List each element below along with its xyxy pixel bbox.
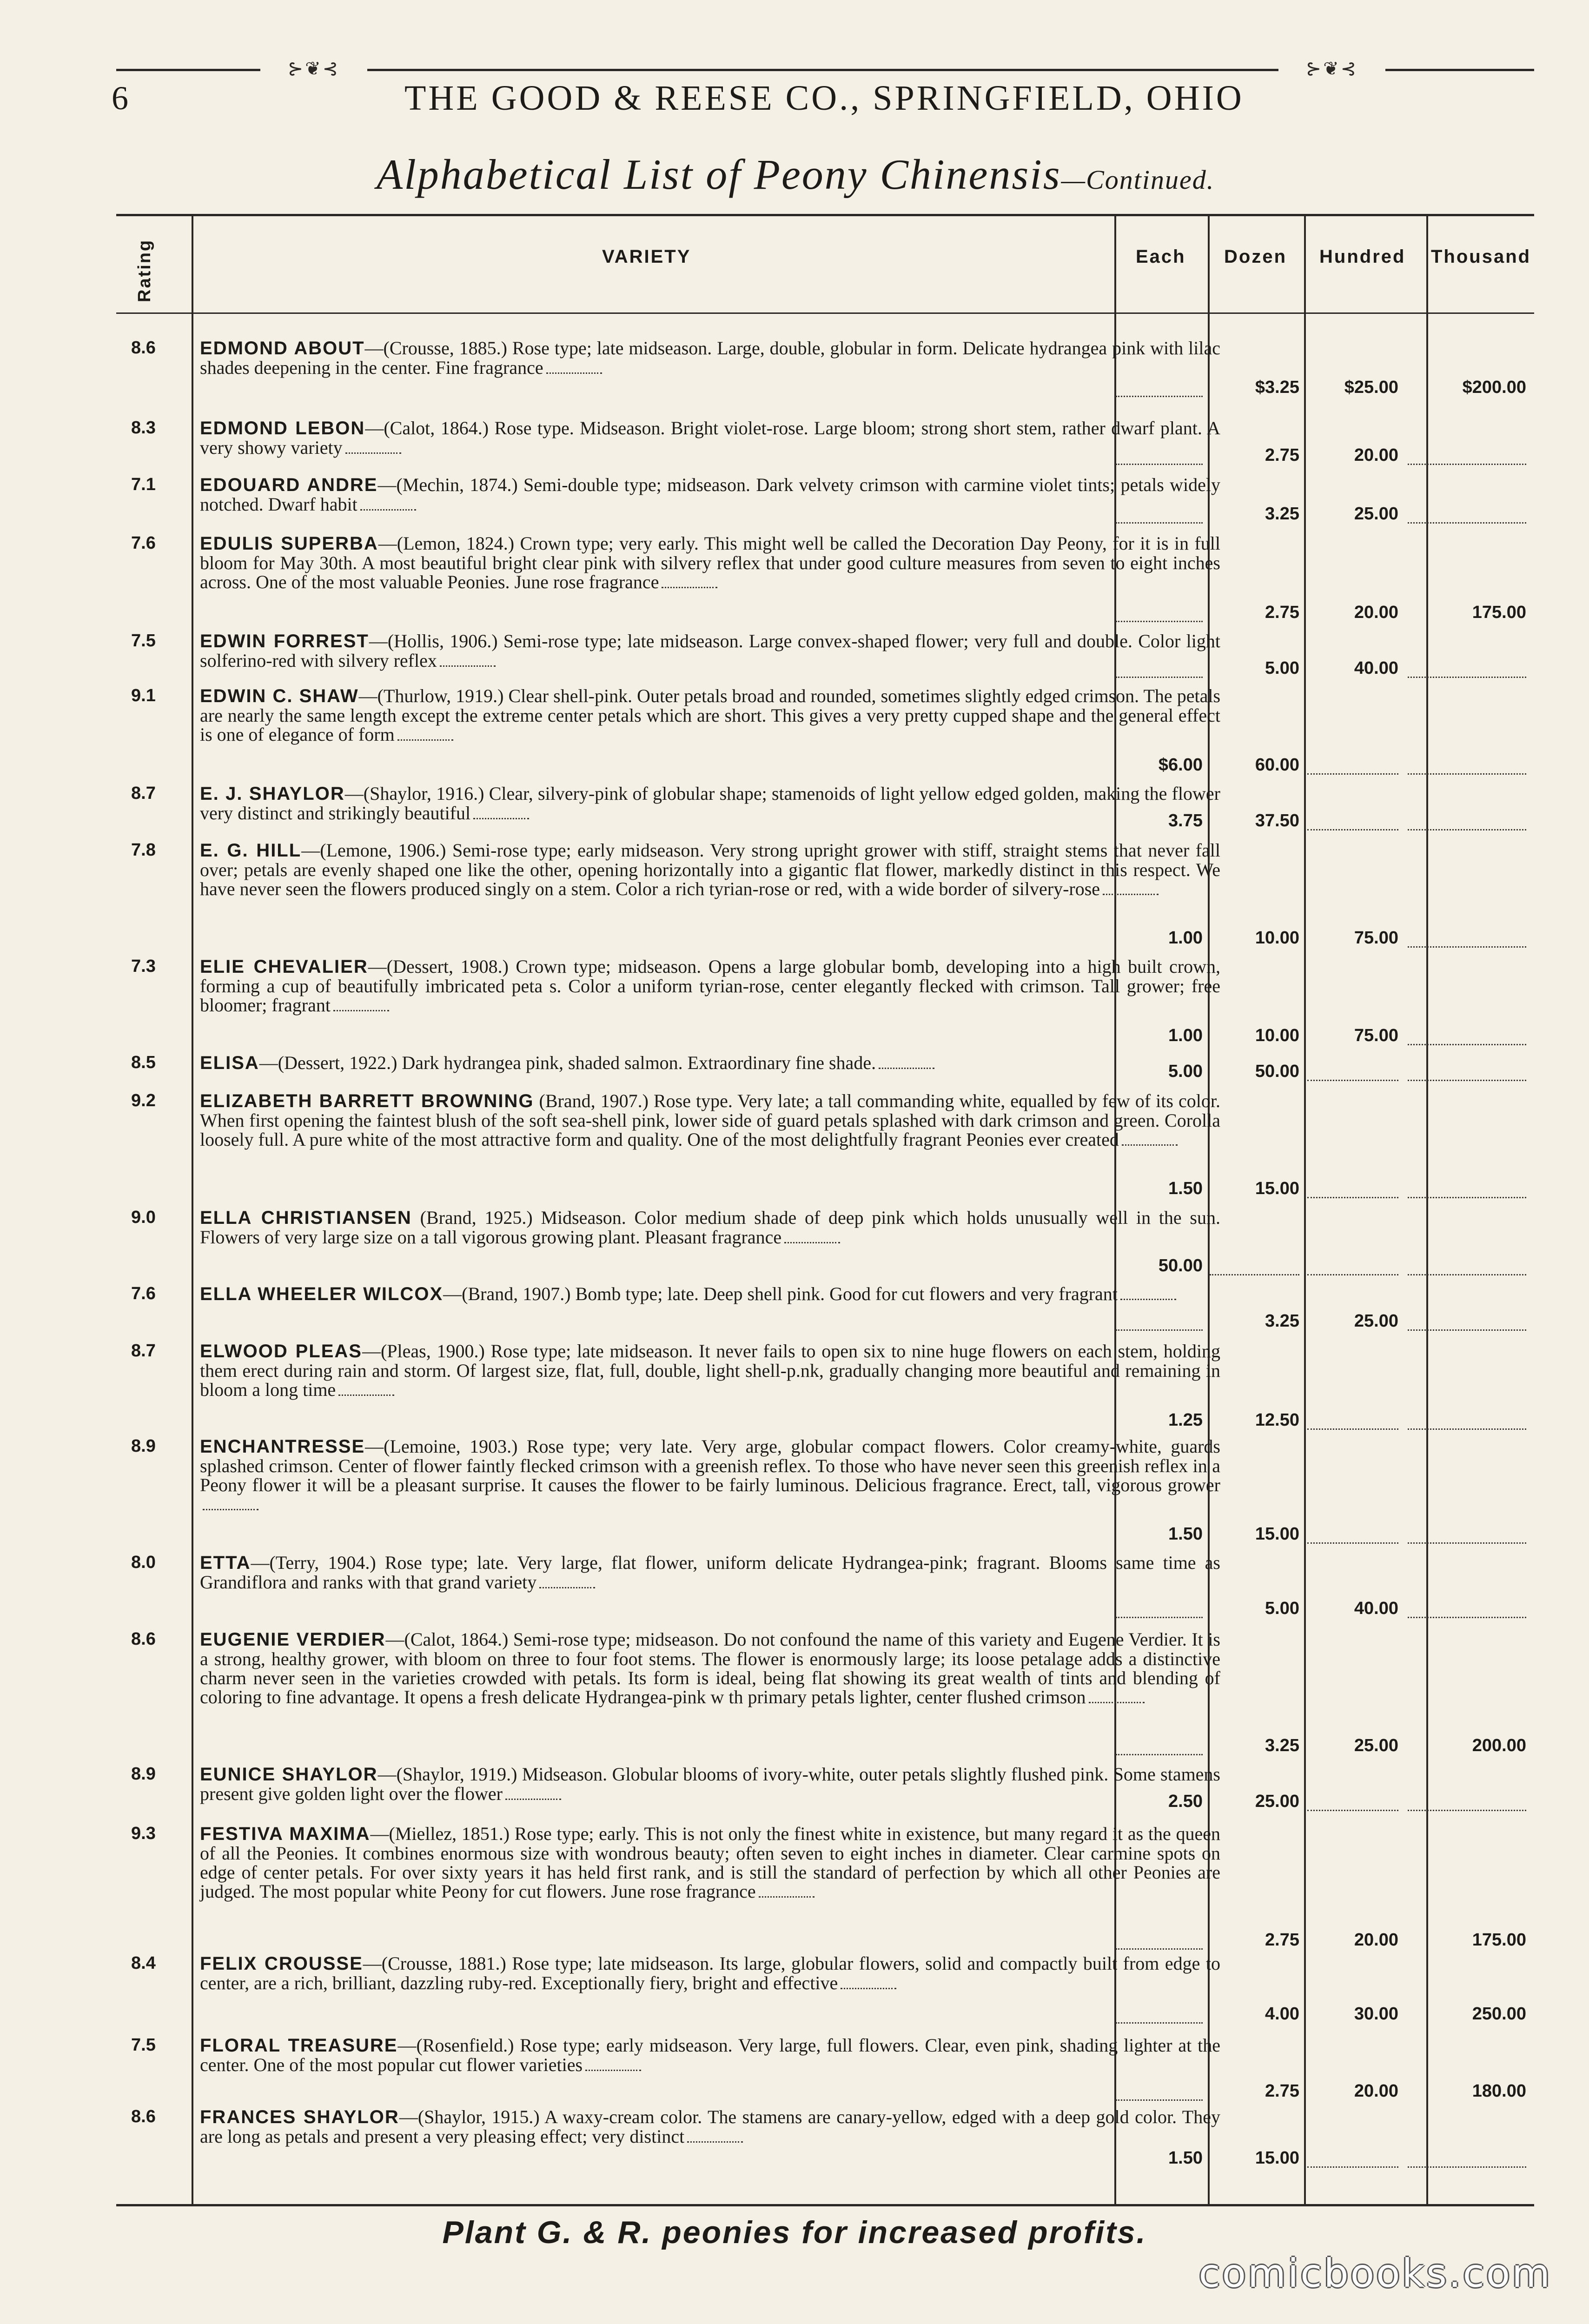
rating-value: 8.7 [131,784,156,803]
table-row [116,1053,1534,1081]
rating-value: 8.4 [131,1953,156,1973]
price-each: 1.50 [1168,1524,1203,1544]
price-dozen: 60.00 [1255,755,1299,775]
variety-name: ELISA [200,1053,259,1073]
price-each: 1.25 [1168,1410,1203,1430]
variety-text: —(Thurlow, 1919.) Clear shell-pink. Outer petals broad and rounded, sometimes slightly edged crimson. The petals are nearly the same length except the extreme center petals which are short. This gives a very pretty cupped shape and the general effect is one of elegance of form [200,685,1221,745]
rating-value: 7.6 [131,533,156,553]
rating-value: 7.5 [131,2035,156,2055]
variety-name: ELLA CHRISTIANSEN [200,1208,412,1228]
price-hundred: 30.00 [1354,2004,1398,2024]
variety-name: EDWIN FORREST [200,631,369,651]
page-number: 6 [112,80,128,117]
table-row [116,1630,1534,1755]
price-dozen: 2.75 [1265,2081,1299,2101]
dot-leader [1122,1140,1178,1146]
rating-value: 9.2 [131,1091,156,1110]
price-each [1116,1737,1203,1755]
variety-description [200,534,1220,591]
rating-value: 7.5 [131,631,156,651]
dot-leader [662,582,717,588]
table-row [116,841,1534,948]
price-thousand [1408,1600,1526,1618]
price-hundred: 40.00 [1354,658,1398,678]
table-top-rule [116,214,1534,216]
footer-slogan: Plant G. & R. peonies for increased profits. [442,2215,1147,2250]
variety-name: EUGENIE VERDIER [200,1629,386,1650]
price-each [1116,604,1203,622]
price-dozen: 2.75 [1265,603,1299,622]
price-dozen: 2.75 [1265,1930,1299,1950]
variety-text: —(Brand, 1907.) Bomb type; late. Deep shell pink. Good for cut flowers and very fragrant [443,1283,1118,1304]
variety-description [200,1553,1220,1592]
dot-leader [687,2137,743,2143]
variety-text: —(Terry, 1904.) Rose type; late. Very large, flat flower, uniform delicate Hydrangea-pink; fragrant. Blooms same time as Grandiflora and ranks with that grand variety [200,1552,1220,1593]
column-header-each: Each [1136,246,1186,267]
variety-text: —(Dessert, 1922.) Dark hydrangea pink, shaded salmon. Extraordinary fine shade. [259,1052,876,1073]
price-hundred [1307,2150,1398,2168]
variety-name: EDMOND ABOUT [200,338,365,359]
price-each: 3.75 [1168,811,1203,830]
price-each: 2.50 [1168,1792,1203,1811]
table-row [116,1824,1534,1950]
dot-leader [546,368,602,374]
dot-leader [203,1504,258,1510]
price-hundred: 25.00 [1354,504,1398,524]
variety-name: ENCHANTRESSE [200,1436,365,1457]
table-row [116,1553,1534,1618]
section-title [377,150,1214,199]
price-dozen: 10.00 [1255,928,1299,948]
price-thousand [1408,1027,1526,1045]
section-title-main: Alphabetical List of Peony Chinensis [377,151,1061,198]
variety-text: —(Crousse, 1881.) Rose type; late midseason. Its large, globular flowers, solid and compactly built from edge to center, are a rich, brilliant, dazzling ruby-red. Exceptionally fiery, bright and effective [200,1953,1221,1993]
price-hundred: 20.00 [1354,445,1398,465]
price-each: 1.00 [1168,928,1203,948]
variety-text: —(Calot, 1864.) Semi-rose type; midseason. Do not confound the name of this variety and Eugene Verdier. It is a strong, healthy grower, with bloom on three to four foot stems. The flower is enormously large; its loose petalage adds a distinctive charm never seen in the varieties crowded with petals. Its form is ideal, being flat showing its great wealth of tints and blending of coloring to fine advantage. It opens a fresh delicate Hydrangea-pink w th primary petals lighter, center flushed crimson [200,1629,1220,1707]
table-row [116,686,1534,775]
dot-leader [539,1582,595,1588]
dot-leader [784,1237,840,1243]
dot-leader [585,2065,641,2071]
variety-text: —(Pleas, 1900.) Rose type; late midseason. It never fails to open six to nine huge flowers on each stem, holding them erect during rain and storm. Of largest size, flat, full, double, light shell-p.nk, gradually changing more beautiful and remaining in bloom a long time [200,1341,1220,1400]
price-dozen: 5.00 [1265,1599,1299,1618]
dot-leader [1103,889,1159,895]
variety-text: —(Miellez, 1851.) Rose type; early. This is not only the finest white in existence, but many regard it as the queen of all the Peonies. It combines enormous size with wondrous beauty; often seven to eight inches in diameter. Clear carmine spots on edge of center petals. For over sixty years it has held first rank, and is still the standard of perfection by which all other Peonies are judged. The most popular white Peony for cut flowers. June rose fragrance [200,1823,1220,1902]
rating-value: 8.9 [131,1764,156,1784]
dot-leader [759,1892,814,1898]
price-each [1116,1600,1203,1618]
price-thousand [1408,2150,1526,2168]
dot-leader [473,813,529,819]
variety-text: (Brand, 1925.) Midseason. Color medium shade of deep pink which holds unusually well in the sun. Flowers of very large size on a tall vigorous growing plant. Pleasant fragrance [200,1207,1220,1248]
price-hundred [1307,1526,1398,1544]
table-row [116,1954,1534,2024]
variety-name: FELIX CROUSSE [200,1953,363,1974]
variety-description [200,1630,1220,1706]
dot-leader [440,661,496,667]
variety-text: (Brand, 1907.) Rose type. Very late; a tall commanding white, equalled by few of its color. When first opening the faintest blush of the soft sea-shell pink, lower side of guard petals splashed with dark crimson and green. Corolla loosely full. A pure white of the most attractive form and quality. One of the most delightfully fragrant Peonies ever created [200,1090,1220,1150]
variety-description [200,2036,1220,2074]
price-each [1116,447,1203,465]
ornament-left: ⊱❦⊰ [260,60,367,78]
table-row [116,1765,1534,1811]
dot-leader [360,505,416,511]
variety-name: FESTIVA MAXIMA [200,1824,371,1844]
variety-name: ELWOOD PLEAS [200,1341,362,1361]
price-hundred: $25.00 [1344,378,1398,397]
variety-description [200,1765,1220,1803]
table-row [116,957,1534,1045]
price-dozen: 37.50 [1255,811,1299,830]
price-hundred: 40.00 [1354,1599,1398,1618]
rating-value: 8.6 [131,2107,156,2126]
table-row [116,2036,1534,2101]
price-thousand: 180.00 [1472,2081,1526,2101]
variety-text: —(Hollis, 1906.) Semi-rose type; late midseason. Large convex-shaped flower; very full and double. Color light solferino-red with silvery reflex [200,631,1220,671]
column-header-thousand: Thousand [1431,246,1531,267]
variety-name: E. G. HILL [200,840,302,861]
variety-text: —(Lemoine, 1903.) Rose type; very late. Very arge, globular compact flowers. Color creamy-white, guards splashed crimson. Center of flower faintly flecked crimson with a greenish reflex. To those who have never seen this greenish reflex in a Peony flower it will be a pleasant surprise. It causes the flower to be fairly luminous. Delicious fragrance. Erect, tall, vigorous grower [200,1436,1220,1495]
price-hundred [1307,1257,1398,1275]
variety-text: —(Calot, 1864.) Rose type. Midseason. Bright violet-rose. Large bloom; strong short stem, rather dwarf plant. A very showy variety [200,418,1220,458]
price-hundred: 25.00 [1354,1736,1398,1755]
variety-name: ELIE CHEVALIER [200,956,368,977]
price-thousand [1408,1526,1526,1544]
price-each: 1.00 [1168,1026,1203,1045]
table-bottom-rule [116,2204,1534,2206]
price-hundred [1307,812,1398,830]
price-each: 50.00 [1158,1256,1203,1275]
variety-name: FRANCES SHAYLOR [200,2107,399,2127]
price-dozen: 15.00 [1255,1524,1299,1544]
section-title-suffix: —Continued. [1061,165,1215,195]
variety-name: EUNICE SHAYLOR [200,1764,378,1785]
price-each [1116,379,1203,397]
price-thousand [1408,505,1526,524]
variety-description [200,631,1220,670]
price-hundred [1307,1793,1398,1811]
price-hundred [1307,1412,1398,1430]
price-hundred [1307,757,1398,775]
dot-leader [333,1005,389,1011]
variety-description [200,339,1220,377]
price-thousand [1408,447,1526,465]
price-dozen: 25.00 [1255,1792,1299,1811]
price-hundred: 75.00 [1354,1026,1398,1045]
price-hundred: 20.00 [1354,1930,1398,1950]
variety-description [200,1208,1220,1247]
rating-value: 7.8 [131,840,156,860]
table-row [116,631,1534,678]
table-row [116,418,1534,465]
rating-value: 8.6 [131,338,156,358]
variety-description [200,784,1220,823]
variety-name: ELIZABETH BARRETT BROWNING [200,1091,534,1111]
table-row [116,1437,1534,1544]
price-thousand: $200.00 [1462,378,1526,397]
variety-text: —(Rosenfield.) Rose type; early midseason. Very large, full flowers. Clear, even pink, shading lighter at the center. One of the most popular cut flower varieties [200,2035,1220,2075]
price-hundred: 25.00 [1354,1311,1398,1331]
dot-leader [879,1063,934,1069]
table-row [116,2107,1534,2168]
price-dozen: 3.25 [1265,1736,1299,1755]
price-each: 1.50 [1168,1179,1203,1198]
price-dozen: 50.00 [1255,1062,1299,1081]
price-dozen [1210,1257,1299,1275]
price-each [1116,2083,1203,2101]
variety-description [200,475,1220,514]
ornament-right: ⊱❦⊰ [1278,60,1385,78]
variety-text: —(Lemone, 1906.) Semi-rose type; early midseason. Very strong upright grower with stiff, straight stems that never fall over; petals are evenly shaped one like the other, opening horizontally into a gigantic flat flower, markedly distinct in this respect. We have never seen the flowers produced singly on a stem. Color a rich tyrian-rose or red, with a wide border of silvery-rose [200,840,1220,899]
price-dozen: 2.75 [1265,445,1299,465]
table-header-rule [116,312,1534,314]
price-hundred: 20.00 [1354,603,1398,622]
variety-name: EDULIS SUPERBA [200,533,378,554]
price-hundred: 20.00 [1354,2081,1398,2101]
price-thousand: 175.00 [1472,603,1526,622]
price-thousand [1408,1412,1526,1430]
price-each: $6.00 [1158,755,1203,775]
price-dozen: 3.25 [1265,1311,1299,1331]
variety-description [200,1437,1220,1514]
rating-value: 7.3 [131,956,156,976]
price-each [1116,1313,1203,1331]
price-dozen: 15.00 [1255,2148,1299,2168]
column-header-rating: Rating [135,239,154,302]
variety-text: —(Shaylor, 1919.) Midseason. Globular blooms of ivory-white, outer petals slightly flushed pink. Some stamens present give golden light over the flower [200,1764,1221,1804]
table-row [116,339,1534,397]
rating-value: 9.0 [131,1208,156,1227]
variety-description [200,418,1220,457]
dot-leader [1089,1697,1145,1703]
price-hundred [1307,1063,1398,1081]
dot-leader [1120,1294,1176,1300]
price-each [1116,505,1203,524]
price-dozen: 5.00 [1265,658,1299,678]
table-row [116,1341,1534,1430]
rating-value: 8.3 [131,418,156,438]
table-row [116,1091,1534,1198]
price-dozen: 4.00 [1265,2004,1299,2024]
variety-text: —(Shaylor, 1916.) Clear, silvery-pink of globular shape; stamenoids of light yellow edged golden, making the flower very distinct and strikingly beautiful [200,783,1220,823]
column-header-hundred: Hundred [1319,246,1406,267]
table-row [116,534,1534,622]
table-row [116,475,1534,524]
variety-name: EDMOND LEBON [200,418,365,438]
rating-value: 7.1 [131,475,156,494]
price-thousand [1408,1063,1526,1081]
dot-leader [841,1983,896,1989]
rating-value: 8.0 [131,1553,156,1572]
variety-name: FLORAL TREASURE [200,2035,398,2056]
column-header-dozen: Dozen [1224,246,1287,267]
variety-description [200,1053,1220,1073]
variety-name: EDWIN C. SHAW [200,686,359,706]
price-thousand [1408,812,1526,830]
price-thousand [1408,757,1526,775]
rating-value: 8.6 [131,1629,156,1649]
variety-name: EDOUARD ANDRE [200,475,378,495]
price-hundred: 75.00 [1354,928,1398,948]
table-row [116,1284,1534,1331]
variety-description [200,1341,1220,1399]
table-row [116,784,1534,830]
dot-leader [345,448,401,454]
price-thousand [1408,1257,1526,1275]
variety-text: —(Mechin, 1874.) Semi-double type; midseason. Dark velvety crimson with carmine violet tints; petals widely notched. Dwarf habit [200,474,1220,515]
variety-description [200,2107,1220,2146]
column-header-variety: VARIETY [602,246,691,267]
variety-text: —(Crousse, 1885.) Rose type; late midseason. Large, double, globular in form. Delicate hydrangea pink with lilac shades deepening in the center. Fine fragrance [200,338,1221,378]
price-thousand [1408,930,1526,948]
price-thousand: 200.00 [1472,1736,1526,1755]
variety-description [200,1284,1220,1304]
running-head: THE GOOD & REESE CO., SPRINGFIELD, OHIO [404,79,1244,118]
price-dozen: 3.25 [1265,504,1299,524]
price-dozen: 15.00 [1255,1179,1299,1198]
variety-name: ETTA [200,1553,251,1573]
variety-description [200,841,1220,898]
rating-value: 8.9 [131,1436,156,1456]
price-each: 5.00 [1168,1062,1203,1081]
price-thousand [1408,1180,1526,1198]
dot-leader [397,735,453,741]
price-each: 1.50 [1168,2148,1203,2168]
variety-description [200,1954,1220,1992]
price-thousand [1408,660,1526,678]
variety-text: —(Dessert, 1908.) Crown type; midseason. Opens a large globular bomb, developing into a high built crown, forming a cup of beautifully imbricated peta s. Color a uniform tyrian-rose, center elegantly flecked with crimson. Tall grower; free bloomer; fragrant [200,956,1220,1016]
rating-value: 7.6 [131,1284,156,1303]
watermark: comicbooks.com [1198,2251,1552,2296]
rating-value: 9.3 [131,1824,156,1843]
price-thousand: 250.00 [1472,2004,1526,2024]
dot-leader [505,1794,561,1800]
price-each [1116,1932,1203,1950]
variety-name: ELLA WHEELER WILCOX [200,1284,444,1304]
rating-value: 8.7 [131,1341,156,1361]
price-thousand: 175.00 [1472,1930,1526,1950]
rating-value: 8.5 [131,1053,156,1072]
price-dozen: $3.25 [1255,378,1299,397]
price-each [1116,2005,1203,2024]
price-hundred [1307,1180,1398,1198]
rating-value: 9.1 [131,686,156,705]
price-thousand [1408,1793,1526,1811]
table-row [116,1208,1534,1275]
variety-text: —(Shaylor, 1915.) A waxy-cream color. The stamens are canary-yellow, edged with a deep gold color. They are long as petals and present a very pleasing effect; very distinct [200,2106,1220,2147]
variety-description [200,957,1220,1015]
variety-description [200,1824,1220,1901]
variety-name: E. J. SHAYLOR [200,784,345,804]
variety-description [200,1091,1220,1149]
variety-text: —(Lemon, 1824.) Crown type; very early. This might well be called the Decoration Day Peony, for it is in full bloom for May 30th. A most beautiful bright clear pink with silvery reflex that under good culture measures from seven to eight inches across. One of the most valuable Peonies. June rose fragrance [200,533,1220,592]
variety-description [200,686,1220,744]
price-thousand [1408,1313,1526,1331]
dot-leader [338,1390,394,1396]
price-dozen: 10.00 [1255,1026,1299,1045]
price-each [1116,660,1203,678]
price-dozen: 12.50 [1255,1410,1299,1430]
